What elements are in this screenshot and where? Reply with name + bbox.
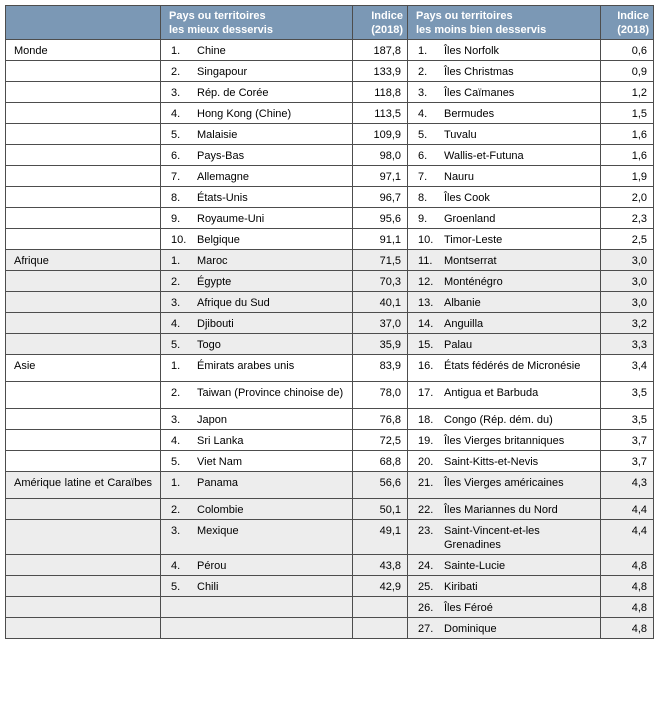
best-country-name: Belgique bbox=[197, 234, 240, 246]
worst-country-name: Îles Caïmanes bbox=[444, 87, 515, 99]
worst-rank: 24. bbox=[418, 560, 434, 572]
best-index-value: 96,7 bbox=[353, 187, 408, 208]
best-rank: 3. bbox=[171, 414, 181, 426]
best-rank: 2. bbox=[171, 387, 181, 399]
worst-rank: 10. bbox=[418, 234, 434, 246]
worst-rank: 20. bbox=[418, 456, 434, 468]
worst-country-name: Congo (Rép. dém. du) bbox=[444, 414, 553, 426]
worst-rank: 15. bbox=[418, 339, 434, 351]
best-rank: 5. bbox=[171, 456, 181, 468]
worst-country-name: Dominique bbox=[444, 623, 497, 635]
worst-index-value: 1,6 bbox=[601, 124, 654, 145]
region-cell bbox=[6, 618, 161, 639]
best-rank: 4. bbox=[171, 318, 181, 330]
table-row bbox=[6, 451, 654, 472]
worst-rank: 25. bbox=[418, 581, 434, 593]
table-row bbox=[6, 430, 654, 451]
worst-rank: 6. bbox=[418, 150, 428, 162]
best-index-value: 40,1 bbox=[353, 292, 408, 313]
best-index-value: 95,6 bbox=[353, 208, 408, 229]
worst-country-cell bbox=[408, 313, 601, 334]
best-country-name: Japon bbox=[197, 414, 227, 426]
best-country-cell bbox=[161, 355, 353, 382]
region-cell bbox=[6, 334, 161, 355]
best-country-cell bbox=[161, 430, 353, 451]
best-country-cell bbox=[161, 382, 353, 409]
best-country-name: Panama bbox=[197, 477, 238, 489]
best-rank: 1. bbox=[171, 360, 181, 372]
best-rank: 7. bbox=[171, 171, 181, 183]
best-country-name: Taiwan (Province chinoise de) bbox=[197, 387, 344, 399]
table-row bbox=[6, 472, 654, 499]
worst-index-value: 3,3 bbox=[601, 334, 654, 355]
region-cell: Monde bbox=[6, 40, 161, 61]
worst-country-cell bbox=[408, 292, 601, 313]
best-country-cell bbox=[161, 271, 353, 292]
worst-country-name: Tuvalu bbox=[444, 129, 477, 141]
best-country-name: Chili bbox=[197, 581, 219, 593]
worst-index-value: 3,4 bbox=[601, 355, 654, 382]
worst-country-cell bbox=[408, 409, 601, 430]
worst-country-cell bbox=[408, 208, 601, 229]
worst-index-value: 3,5 bbox=[601, 409, 654, 430]
region-cell bbox=[6, 292, 161, 313]
best-country-cell bbox=[161, 555, 353, 576]
worst-index-value: 4,8 bbox=[601, 555, 654, 576]
worst-country-name: Îles Vierges américaines bbox=[444, 477, 564, 489]
region-cell bbox=[6, 82, 161, 103]
best-country-name: Chine bbox=[197, 45, 226, 57]
best-rank: 4. bbox=[171, 108, 181, 120]
best-rank: 5. bbox=[171, 581, 181, 593]
worst-index-value: 1,2 bbox=[601, 82, 654, 103]
region-cell bbox=[6, 313, 161, 334]
worst-rank: 9. bbox=[418, 213, 428, 225]
worst-index-value: 2,5 bbox=[601, 229, 654, 250]
best-country-name: Singapour bbox=[197, 66, 248, 78]
worst-rank: 22. bbox=[418, 504, 434, 516]
best-country-cell bbox=[161, 229, 353, 250]
best-index-value: 113,5 bbox=[353, 103, 408, 124]
best-rank: 2. bbox=[171, 276, 181, 288]
worst-country-cell bbox=[408, 250, 601, 271]
table-row bbox=[6, 334, 654, 355]
best-index-value: 71,5 bbox=[353, 250, 408, 271]
region-cell bbox=[6, 430, 161, 451]
worst-country-cell bbox=[408, 597, 601, 618]
best-rank: 1. bbox=[171, 255, 181, 267]
region-cell: Afrique bbox=[6, 250, 161, 271]
best-index-value: 42,9 bbox=[353, 576, 408, 597]
best-index-value: 70,3 bbox=[353, 271, 408, 292]
worst-index-value: 1,5 bbox=[601, 103, 654, 124]
best-rank: 2. bbox=[171, 504, 181, 516]
table-row bbox=[6, 82, 654, 103]
best-index-value: 56,6 bbox=[353, 472, 408, 499]
region-cell bbox=[6, 520, 161, 555]
header-best-countries: Pays ou territoires les mieux desservis bbox=[161, 6, 353, 40]
worst-country-cell bbox=[408, 451, 601, 472]
best-country-cell bbox=[161, 499, 353, 520]
best-country-cell bbox=[161, 250, 353, 271]
worst-index-value: 4,4 bbox=[601, 520, 654, 555]
best-country-name: Afrique du Sud bbox=[197, 297, 270, 309]
worst-country-cell bbox=[408, 124, 601, 145]
best-rank: 6. bbox=[171, 150, 181, 162]
worst-index-value: 4,8 bbox=[601, 618, 654, 639]
worst-index-value: 3,7 bbox=[601, 430, 654, 451]
worst-country-cell bbox=[408, 40, 601, 61]
worst-rank: 26. bbox=[418, 602, 434, 614]
best-country-cell bbox=[161, 40, 353, 61]
worst-country-cell bbox=[408, 576, 601, 597]
table-row bbox=[6, 292, 654, 313]
table-row bbox=[6, 499, 654, 520]
table-row bbox=[6, 250, 654, 271]
best-rank: 5. bbox=[171, 339, 181, 351]
best-country-cell bbox=[161, 409, 353, 430]
worst-country-name: Îles Norfolk bbox=[444, 45, 500, 57]
best-country-cell bbox=[161, 313, 353, 334]
best-country-name: Djibouti bbox=[197, 318, 234, 330]
worst-country-name: Saint-Kitts-et-Nevis bbox=[444, 456, 539, 468]
best-rank: 1. bbox=[171, 477, 181, 489]
region-cell bbox=[6, 61, 161, 82]
best-country-cell bbox=[161, 576, 353, 597]
table-row bbox=[6, 61, 654, 82]
worst-index-value: 4,8 bbox=[601, 597, 654, 618]
worst-rank: 5. bbox=[418, 129, 428, 141]
worst-country-name: Montserrat bbox=[444, 255, 497, 267]
worst-index-value: 3,7 bbox=[601, 451, 654, 472]
region-cell bbox=[6, 145, 161, 166]
best-country-cell bbox=[161, 124, 353, 145]
best-rank: 3. bbox=[171, 87, 181, 99]
best-rank: 9. bbox=[171, 213, 181, 225]
worst-rank: 1. bbox=[418, 45, 428, 57]
table-row bbox=[6, 520, 654, 555]
best-country-cell bbox=[161, 292, 353, 313]
table-body bbox=[6, 40, 654, 639]
table-row bbox=[6, 576, 654, 597]
best-rank: 1. bbox=[171, 45, 181, 57]
worst-country-cell bbox=[408, 555, 601, 576]
worst-country-name: Palau bbox=[444, 339, 473, 351]
best-country-name: Hong Kong (Chine) bbox=[197, 108, 292, 120]
region-cell bbox=[6, 451, 161, 472]
best-index-value: 83,9 bbox=[353, 355, 408, 382]
worst-rank: 7. bbox=[418, 171, 428, 183]
table-row bbox=[6, 166, 654, 187]
worst-index-value: 3,2 bbox=[601, 313, 654, 334]
worst-index-value: 2,3 bbox=[601, 208, 654, 229]
best-country-cell bbox=[161, 618, 353, 639]
worst-rank: 8. bbox=[418, 192, 428, 204]
worst-country-cell bbox=[408, 166, 601, 187]
worst-country-name: Îles Christmas bbox=[444, 66, 514, 78]
worst-country-name: États fédérés de Micronésie bbox=[444, 360, 581, 372]
worst-country-cell bbox=[408, 499, 601, 520]
table-row bbox=[6, 40, 654, 61]
worst-country-name: Nauru bbox=[444, 171, 474, 183]
worst-country-name: Bermudes bbox=[444, 108, 495, 120]
best-rank: 8. bbox=[171, 192, 181, 204]
best-country-name: Royaume-Uni bbox=[197, 213, 265, 225]
best-country-name: Viet Nam bbox=[197, 456, 243, 468]
worst-index-value: 2,0 bbox=[601, 187, 654, 208]
worst-country-name: Îles Féroé bbox=[444, 602, 493, 614]
best-index-value: 72,5 bbox=[353, 430, 408, 451]
region-cell: Asie bbox=[6, 355, 161, 382]
best-country-name: Mexique bbox=[197, 525, 239, 537]
worst-country-cell bbox=[408, 229, 601, 250]
worst-country-cell bbox=[408, 82, 601, 103]
worst-index-value: 0,9 bbox=[601, 61, 654, 82]
worst-country-name: Sainte-Lucie bbox=[444, 560, 506, 572]
best-index-value: 133,9 bbox=[353, 61, 408, 82]
worst-rank: 4. bbox=[418, 108, 428, 120]
worst-country-name: Anguilla bbox=[444, 318, 484, 330]
best-index-value: 187,8 bbox=[353, 40, 408, 61]
best-country-cell bbox=[161, 451, 353, 472]
best-index-value: 118,8 bbox=[353, 82, 408, 103]
worst-country-cell bbox=[408, 145, 601, 166]
worst-index-value: 0,6 bbox=[601, 40, 654, 61]
worst-rank: 21. bbox=[418, 477, 434, 489]
best-country-cell bbox=[161, 472, 353, 499]
region-cell bbox=[6, 208, 161, 229]
table-header bbox=[6, 6, 654, 40]
worst-country-cell bbox=[408, 187, 601, 208]
best-rank: 3. bbox=[171, 297, 181, 309]
worst-rank: 27. bbox=[418, 623, 434, 635]
best-country-name: Maroc bbox=[197, 255, 228, 267]
worst-index-value: 3,5 bbox=[601, 382, 654, 409]
best-index-value: 109,9 bbox=[353, 124, 408, 145]
best-country-cell bbox=[161, 520, 353, 555]
best-index-value: 76,8 bbox=[353, 409, 408, 430]
worst-country-cell bbox=[408, 472, 601, 499]
table-row bbox=[6, 103, 654, 124]
worst-country-name: Timor-Leste bbox=[444, 234, 503, 246]
worst-country-name: Antigua et Barbuda bbox=[444, 387, 539, 399]
worst-country-cell bbox=[408, 520, 601, 555]
best-country-name: Sri Lanka bbox=[197, 435, 244, 447]
table-row bbox=[6, 124, 654, 145]
worst-index-value: 1,6 bbox=[601, 145, 654, 166]
table-row bbox=[6, 229, 654, 250]
region-cell: Amérique latine et Caraïbes bbox=[6, 472, 161, 499]
best-country-name: Égypte bbox=[197, 276, 232, 288]
worst-rank: 3. bbox=[418, 87, 428, 99]
worst-rank: 11. bbox=[418, 255, 433, 267]
table-row bbox=[6, 271, 654, 292]
worst-rank: 19. bbox=[418, 435, 434, 447]
best-country-name: Pays-Bas bbox=[197, 150, 245, 162]
table-row bbox=[6, 409, 654, 430]
worst-index-value: 4,8 bbox=[601, 576, 654, 597]
worst-country-cell bbox=[408, 334, 601, 355]
best-rank: 5. bbox=[171, 129, 181, 141]
table-row bbox=[6, 145, 654, 166]
worst-index-value: 1,9 bbox=[601, 166, 654, 187]
best-country-name: Émirats arabes unis bbox=[197, 360, 295, 372]
best-index-value: 91,1 bbox=[353, 229, 408, 250]
best-country-cell bbox=[161, 166, 353, 187]
worst-country-name: Monténégro bbox=[444, 276, 503, 288]
table-row bbox=[6, 208, 654, 229]
worst-country-name: Îles Mariannes du Nord bbox=[444, 504, 558, 516]
worst-country-name: Wallis-et-Futuna bbox=[444, 150, 524, 162]
worst-rank: 12. bbox=[418, 276, 434, 288]
header-worst-countries: Pays ou territoires les moins bien desservis bbox=[408, 6, 601, 40]
worst-country-name: Saint-Vincent-et-les Grenadines bbox=[444, 525, 540, 551]
region-cell bbox=[6, 555, 161, 576]
worst-country-cell bbox=[408, 61, 601, 82]
worst-country-cell bbox=[408, 382, 601, 409]
region-cell bbox=[6, 597, 161, 618]
best-rank: 4. bbox=[171, 435, 181, 447]
best-country-cell bbox=[161, 187, 353, 208]
best-index-value bbox=[353, 618, 408, 639]
best-index-value: 97,1 bbox=[353, 166, 408, 187]
header-worst-index: Indice (2018) bbox=[601, 6, 654, 40]
worst-country-name: Albanie bbox=[444, 297, 481, 309]
best-index-value bbox=[353, 597, 408, 618]
best-country-name: Malaisie bbox=[197, 129, 238, 141]
worst-index-value: 3,0 bbox=[601, 250, 654, 271]
worst-country-cell bbox=[408, 103, 601, 124]
table-row bbox=[6, 382, 654, 409]
best-rank: 4. bbox=[171, 560, 181, 572]
best-index-value: 50,1 bbox=[353, 499, 408, 520]
worst-rank: 17. bbox=[418, 387, 434, 399]
worst-country-cell bbox=[408, 430, 601, 451]
best-country-cell bbox=[161, 61, 353, 82]
best-country-name: Allemagne bbox=[197, 171, 249, 183]
best-country-cell bbox=[161, 82, 353, 103]
best-country-cell bbox=[161, 103, 353, 124]
region-cell bbox=[6, 382, 161, 409]
best-index-value: 49,1 bbox=[353, 520, 408, 555]
worst-country-name: Kiribati bbox=[444, 581, 478, 593]
worst-index-value: 3,0 bbox=[601, 292, 654, 313]
region-cell bbox=[6, 103, 161, 124]
best-country-cell bbox=[161, 145, 353, 166]
region-cell bbox=[6, 187, 161, 208]
region-cell bbox=[6, 576, 161, 597]
worst-country-cell bbox=[408, 618, 601, 639]
region-cell bbox=[6, 499, 161, 520]
best-rank: 10. bbox=[171, 234, 187, 246]
worst-country-name: Îles Cook bbox=[444, 192, 490, 204]
best-country-name: Colombie bbox=[197, 504, 244, 516]
best-country-name: Togo bbox=[197, 339, 221, 351]
best-country-cell bbox=[161, 597, 353, 618]
table-row bbox=[6, 313, 654, 334]
best-rank: 2. bbox=[171, 66, 181, 78]
best-index-value: 35,9 bbox=[353, 334, 408, 355]
table-row bbox=[6, 555, 654, 576]
region-cell bbox=[6, 229, 161, 250]
worst-country-name: Îles Vierges britanniques bbox=[444, 435, 565, 447]
worst-index-value: 3,0 bbox=[601, 271, 654, 292]
best-country-name: Rép. de Corée bbox=[197, 87, 269, 99]
best-index-value: 68,8 bbox=[353, 451, 408, 472]
worst-country-cell bbox=[408, 355, 601, 382]
worst-rank: 23. bbox=[418, 525, 434, 537]
table-row bbox=[6, 618, 654, 639]
table-row bbox=[6, 355, 654, 382]
connectivity-index-table bbox=[5, 5, 654, 639]
worst-rank: 16. bbox=[418, 360, 434, 372]
worst-rank: 13. bbox=[418, 297, 434, 309]
best-country-name: Pérou bbox=[197, 560, 227, 572]
worst-country-name: Groenland bbox=[444, 213, 496, 225]
worst-rank: 2. bbox=[418, 66, 428, 78]
best-country-cell bbox=[161, 208, 353, 229]
region-cell bbox=[6, 124, 161, 145]
best-index-value: 37,0 bbox=[353, 313, 408, 334]
worst-index-value: 4,3 bbox=[601, 472, 654, 499]
best-country-cell bbox=[161, 334, 353, 355]
worst-index-value: 4,4 bbox=[601, 499, 654, 520]
table-row bbox=[6, 187, 654, 208]
best-index-value: 43,8 bbox=[353, 555, 408, 576]
region-cell bbox=[6, 409, 161, 430]
best-index-value: 98,0 bbox=[353, 145, 408, 166]
worst-country-cell bbox=[408, 271, 601, 292]
region-cell bbox=[6, 271, 161, 292]
table-row bbox=[6, 597, 654, 618]
best-index-value: 78,0 bbox=[353, 382, 408, 409]
header-best-index: Indice (2018) bbox=[353, 6, 408, 40]
header-region bbox=[6, 6, 161, 40]
worst-rank: 18. bbox=[418, 414, 434, 426]
region-cell bbox=[6, 166, 161, 187]
best-country-name: États-Unis bbox=[197, 192, 248, 204]
best-rank: 3. bbox=[171, 525, 181, 537]
worst-rank: 14. bbox=[418, 318, 434, 330]
